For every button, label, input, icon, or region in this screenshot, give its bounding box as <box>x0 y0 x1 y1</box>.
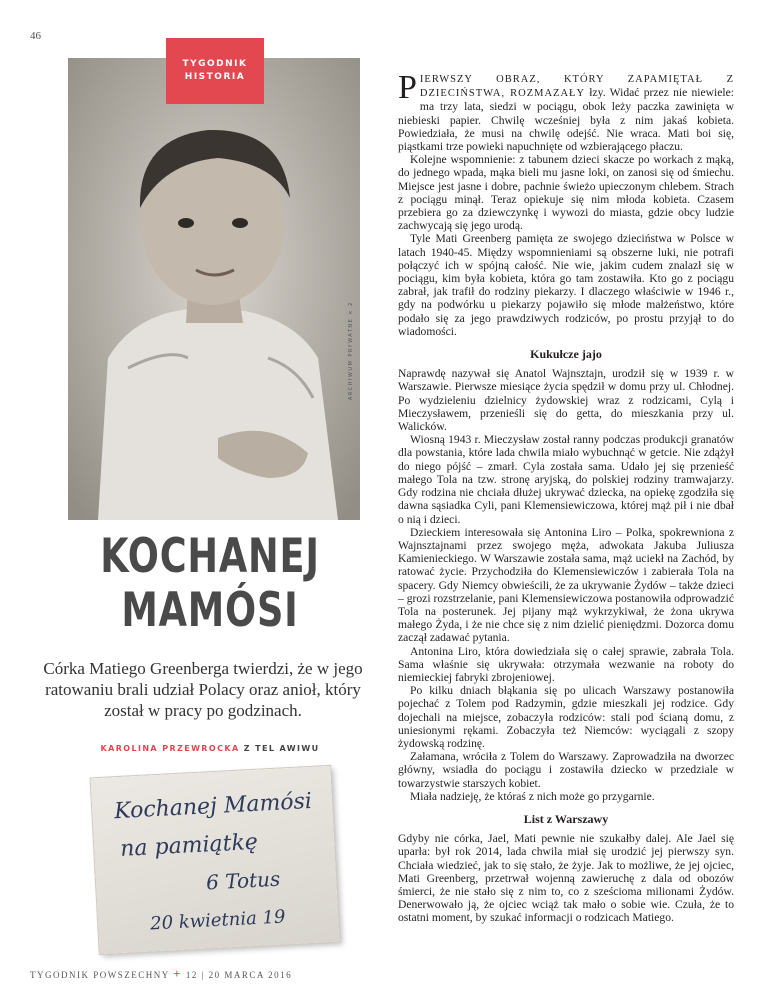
article-paragraph: Wiosną 1943 r. Mieczysław został ranny podczas produkcji granatów dla powstania, które lada chwila miało wybuchnąć w getcie. Nie zdążył do niego pójść – zmarł. Cyla została sama. Udało jej się przenieść małego Tola na tzw. stronę aryjską, do polskiej rodziny tramwajarzy. Gdy rodzina nie chciała dłużej ukrywać dziecka, na opiekę zgodziła się dawna sąsiadka Cyli, pani Klemensiewiczowa, której mąż pił i nie dbał o nią i dzieci. <box>398 433 734 526</box>
footer-issue: 12 | 20 MARCA 2016 <box>185 970 293 980</box>
page-footer <box>30 966 292 982</box>
note-line4: 20 kwietnia 19 <box>149 906 286 935</box>
article-body <box>398 69 734 925</box>
article-paragraph <box>398 69 734 154</box>
byline <box>60 744 360 753</box>
article-paragraph: Kolejne wspomnienie: z tabunem dzieci skacze po workach z mąką, do jednego wpada, mąka bieli mu jasne loki, on zanosi się od śmiechu. Miejsce jest jasne i dobre, pachnie świeżo upieczonym chlebem. Strach z pociągu minął. Teraz opiekuje się nim młoda kobieta. Czasem przebiera go za dziewczynkę i wywozi do miasta, gdzie obcy ludzie zachwycają się jego urodą. <box>398 153 734 233</box>
subheading: List z Warszawy <box>523 811 609 826</box>
article-paragraph: Po kilku dniach błąkania się po ulicach Warszawy postanowiła pojechać z Tolem pod Radzymin, gdzie mieszkali jej rodzice. Gdy dojechali na miejsce, zobaczyła rodziców: stali pod ścianą domu, z uniesionymi rękami. Zobaczyła też Niemców: wyciągali z szopy żydowską rodzinę. <box>398 684 734 750</box>
subheading: Kukułcze jajo <box>530 347 602 362</box>
drop-cap: P <box>398 69 417 106</box>
footer-plus: + <box>173 966 183 981</box>
note-line2: na pamiątkę <box>119 829 259 862</box>
note-line1: Kochanej Mamósi <box>113 788 313 825</box>
section-tag-line1: TYGODNIK <box>182 59 248 69</box>
lead-paragraph: Córka Matiego Greenberga twierdzi, że w jego ratowaniu brali udział Polacy oraz anioł, który został w pracy po godzinach. <box>43 659 363 720</box>
article-paragraph: Tyle Mati Greenberg pamięta ze swojego dzieciństwa w Polsce w latach 1940-45. Między wspomnieniami są obszerne luki, nie potrafi połączyć ich w spójną całość. Nie wie, jakim cudem znalazł się w pociągu, kim była kobieta, która go tam zostawiła. Kto go z pociągu zabrał, jak trafił do rodziny piekarzy. I dlaczego właściwie w 1946 r., gdy na podwórku u piekarzy pojawiło się młode małżeństwo, które podało się za jego prawdziwych rodziców, po prostu przyjął to do wiadomości. <box>398 232 734 338</box>
boy-portrait-illustration <box>68 58 360 520</box>
article-paragraph: Miała nadzieję, że któraś z nich może go przygarnie. <box>410 789 655 803</box>
intro-smallcaps: IERWSZY OBRAZ, KTÓRY ZAPAMIĘTAŁ Z DZIECIŃSTWA, ROZMAZAŁY <box>419 74 734 100</box>
article-paragraph: Załamana, wróciła z Tolem do Warszawy. Zaprowadziła na dworzec główny, wsiadła do pociągu i zostawiła dziecko w przedziale w towarzystwie starszych kobiet. <box>398 750 734 790</box>
headline-line1: KOCHANEJ <box>100 529 320 584</box>
page-number: 46 <box>30 30 41 42</box>
paragraph-text: łzy. Widać przez nie niewiele: ma trzy lata, siedzi w pociągu, obok leży paczka zawinięta w niebieski papier. Chwilę wcześniej była z nim jakaś kobieta. Powiedziała, że musi na chwilę odejść. Nie wraca. Mati boi się, piąstkami trze powieki napuchnięte od wzbierającego płaczu. <box>398 86 734 154</box>
headline <box>93 530 327 638</box>
byline-author: KAROLINA PRZEWROCKA <box>100 744 240 753</box>
byline-place: Z TEL AWIWU <box>243 744 320 753</box>
article-paragraph: Naprawdę nazywał się Anatol Wajnsztajn, urodził się w 1939 r. w Warszawie. Pierwsze miesiące życia spędził w domu przy ul. Chłodnej. Po wydzieleniu dzielnicy żydowskiej wraz z rodzicami, Cylą i Mieczysławem, przenieśli się do getta, do mieszkania przy ul. Walicków. <box>398 367 734 434</box>
article-paragraph: Dzieckiem interesowała się Antonina Liro – Polka, spokrewniona z Wajnsztajnami przez swojego męża, adwokata Jakuba Juliusza Kamienieckiego. W Warszawie została sama, mąż uciekł na Zachód, by ratować życie. Przychodziła do Klemensiewiczów i zabierała Tola na spacery. Gdy Niemcy obwieścili, że za ukrywanie Żydów – także dzieci – grozi rozstrzelanie, pani Klemensiewiczowa postanowiła odprowadzić Tola na posterunek. Jej pijany mąż wykrzykiwał, że żona ukrywa małego Żyda, i że nie chce się z nim dzielić pieniędzmi. Dozorca domu zaczął zadawać pytania. <box>398 525 734 645</box>
article-paragraph: Gdyby nie córka, Jael, Mati pewnie nie szukałby dalej. Ale Jael się uparła: był rok 2014, lada chwila miał się urodzić jej pierwszy syn. Chciała wiedzieć, jak to się stało, że żyje. Jak to możliwe, że jej ojciec, Mati Greenberg, przetrwał wojenną zawieruchę z dala od obozów śmierci, że nie stało się z nim to, co z sześcioma milionami Żydów. Denerwowało ją, że ojciec wciąż tak mało o sobie wie. Czuła, że to ostatni moment, by szukać informacji o rodzicach Matiego. <box>398 832 734 925</box>
section-tag-line2: HISTORIA <box>184 72 246 82</box>
headline-line2: MAMÓSI <box>121 583 299 638</box>
photo-credit: ARCHIWUM PRYWATNE × 2 <box>348 301 354 400</box>
section-tag <box>166 38 264 104</box>
footer-magazine: TYGODNIK POWSZECHNY <box>30 970 170 980</box>
article-paragraph: Antonina Liro, która dowiedziała się o całej sprawie, zabrała Tola. Sama właśnie się ukrywała: otrzymała wezwanie na roboty do niemieckiej fabryki zbrojeniowej. <box>398 644 734 684</box>
note-line3: 6 Totus <box>205 866 281 895</box>
handwritten-note-photo <box>91 766 340 954</box>
boy-portrait-photo <box>68 58 360 520</box>
